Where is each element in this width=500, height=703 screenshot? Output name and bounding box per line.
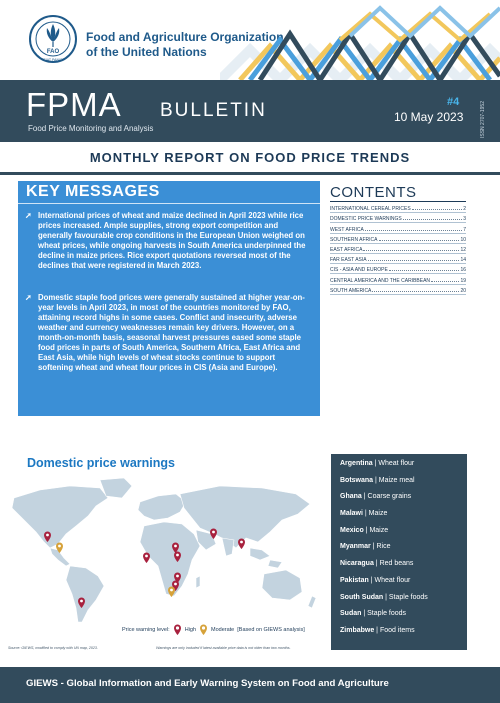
toc-leader (389, 270, 460, 271)
toc-leader (379, 240, 460, 241)
country-row: Nicaragua | Red beans (340, 560, 414, 568)
issue-date: 10 May 2023 (394, 110, 464, 124)
toc-item-label: INTERNATIONAL CEREAL PRICES (330, 206, 411, 213)
header-decoration (220, 0, 500, 80)
arrow-icon: ➚ (25, 211, 32, 220)
price-warnings-title: Domestic price warnings (27, 456, 175, 470)
country-row: Ghana | Coarse grains (340, 493, 412, 501)
toc-leader (431, 281, 459, 282)
country-row: Argentina | Wheat flour (340, 460, 415, 467)
footer-text (26, 678, 389, 689)
country-name: South Sudan (340, 593, 384, 601)
europe-landmass (138, 494, 186, 520)
high-pin-icon (173, 624, 182, 635)
bulletin-kind: BULLETIN (160, 100, 267, 121)
commodity-name: Wheat flour (378, 460, 415, 467)
legend-high: High (184, 626, 196, 633)
country-name: Ghana (340, 493, 362, 501)
bulletin-name: FPMA (26, 86, 122, 123)
toc-item[interactable] (330, 264, 466, 274)
commodity-name: Maize (368, 510, 388, 518)
south-america-landmass (66, 566, 104, 622)
country-name: Nicaragua (340, 560, 374, 568)
commodity-name: Staple foods (367, 610, 407, 618)
toc-item-page: 12 (460, 246, 466, 253)
legend-label: Price warning level: (122, 626, 170, 633)
toc-leader (412, 209, 463, 210)
toc-item-page: 20 (460, 287, 466, 294)
country-name: Myanmar (340, 543, 371, 551)
toc-item-label: DOMESTIC PRICE WARNINGS (330, 216, 402, 223)
country-row: Mexico | Maize (340, 526, 389, 534)
issn-label (478, 86, 490, 140)
toc-leader (372, 291, 459, 292)
report-title: MONTHLY REPORT ON FOOD PRICE TRENDS (89, 150, 411, 165)
contents-title: CONTENTS (330, 184, 417, 201)
source-note: Source: GIEWS, modified to comply with UN map, 2023. (8, 646, 98, 650)
toc-item[interactable] (330, 203, 466, 213)
country-row: Zimbabwe | Food items (340, 626, 415, 634)
logo-monogram: FAO (46, 49, 60, 55)
country-row: Pakistan | Wheat flour (340, 576, 411, 584)
map-legend (122, 624, 305, 635)
toc-item-page: 7 (463, 226, 466, 233)
toc-item-label: SOUTHERN AFRICA (330, 236, 378, 243)
country-row: Botswana | Maize meal (340, 476, 415, 484)
country-row: Sudan | Staple foods (340, 610, 407, 618)
country-name: Pakistan (340, 576, 369, 584)
toc-item[interactable] (330, 234, 466, 244)
country-name: Zimbabwe (340, 626, 375, 634)
commodity-name: Food items (379, 626, 415, 634)
toc-item[interactable] (330, 244, 466, 254)
country-name: Mexico (340, 526, 364, 534)
legend-moderate: Moderate (211, 626, 235, 633)
key-messages-title: KEY MESSAGES (26, 183, 160, 200)
table-of-contents (330, 203, 466, 295)
toc-item[interactable] (330, 223, 466, 233)
toc-item[interactable] (330, 213, 466, 223)
footer-brand: GIEWS (26, 678, 58, 689)
logo-motto: FIAT PANIS (43, 58, 63, 62)
toc-leader (403, 219, 462, 220)
commodity-name: Rice (376, 543, 391, 551)
warning-note: Warnings are only included if latest available price data is not older than two months. (156, 646, 291, 650)
toc-item-label: EAST AFRICA (330, 246, 363, 253)
toc-item-page: 2 (463, 206, 466, 213)
australia-landmass (262, 570, 302, 600)
high-warning-pin[interactable] (143, 553, 150, 564)
toc-item-label: CIS - ASIA AND EUROPE (330, 267, 388, 274)
country-row: Malawi | Maize (340, 510, 388, 518)
toc-item-label: SOUTH AMERICA (330, 287, 372, 294)
key-messages-divider (18, 203, 320, 204)
footer-description: - Global Information and Early Warning System on Food and Agriculture (57, 678, 389, 689)
toc-item-page: 19 (460, 277, 466, 284)
country-name: Botswana (340, 476, 374, 484)
page-header (0, 0, 500, 80)
issue-number: #4 (447, 96, 460, 108)
commodity-name: Coarse grains (367, 493, 412, 501)
toc-item-page: 16 (460, 267, 466, 274)
key-message-paragraph: Domestic staple food prices were generally sustained at higher year-on-year levels in April 2023, in most of the countries monitored by FAO, attaining record highs in some cases. Conflict and insecurity, adverse weather and currency weaknesses remain key drivers. However, on a month-on-month basis, seasonal harvest pressures eased some staple food prices in parts of South America, Southern Africa, East Africa and East Asia, while high levels of wheat stocks continue to support softening wheat and wheat flour prices in CIS (Asia and Europe). (38, 293, 305, 372)
southeast-asia-landmass (250, 548, 282, 568)
issn-text: ISSN 2707-1952 (480, 101, 486, 138)
country-name: Sudan (340, 610, 362, 618)
contents-divider (330, 201, 466, 202)
north-america-landmass (12, 486, 108, 548)
key-message-paragraph: International prices of wheat and maize declined in April 2023 while rice prices increased. Ample supplies, strong export competition and generally favourable crop conditions in the European Union weighed on wheat prices, while ongoing harvests in South America underpinned the decline in maize prices. Rice export quotations reversed most of the declines that were registered in March 2023. (38, 211, 306, 270)
commodity-name: Wheat flour (374, 576, 411, 584)
bulletin-subtitle: Food Price Monitoring and Analysis (28, 124, 154, 133)
toc-item[interactable] (330, 285, 466, 295)
toc-leader (368, 260, 460, 261)
toc-item-page: 14 (460, 257, 466, 264)
fao-logo-icon (28, 14, 78, 64)
country-row: Myanmar | Rice (340, 543, 391, 551)
country-name: Malawi (340, 510, 363, 518)
toc-item[interactable] (330, 274, 466, 284)
high-warning-pin[interactable] (238, 539, 245, 550)
arrow-icon: ➚ (25, 293, 32, 302)
toc-item[interactable] (330, 254, 466, 264)
commodity-name: Red beans (379, 560, 414, 568)
toc-leader (363, 250, 459, 251)
toc-item-label: WEST AFRICA (330, 226, 364, 233)
country-row: South Sudan | Staple foods (340, 593, 428, 601)
toc-item-page: 3 (463, 216, 466, 223)
moderate-pin-icon (199, 624, 208, 635)
toc-item-label: CENTRAL AMERICA AND THE CARIBBEAN (330, 277, 431, 284)
org-name-line2: of the United Nations (86, 45, 207, 59)
price-warning-country-list (331, 454, 467, 650)
country-name: Argentina (340, 460, 373, 467)
legend-note: [Based on GIEWS analysis] (237, 626, 305, 633)
title-divider (0, 172, 500, 175)
madagascar-landmass (196, 576, 200, 588)
toc-item-label: FAR EAST ASIA (330, 257, 367, 264)
new-zealand-landmass (308, 596, 316, 608)
commodity-name: Maize meal (378, 476, 415, 484)
commodity-name: Maize (369, 526, 389, 534)
world-map (0, 476, 330, 626)
toc-leader (365, 230, 462, 231)
commodity-name: Staple foods (388, 593, 428, 601)
toc-item-page: 10 (460, 236, 466, 243)
org-name-line1: Food and Agriculture Organization (86, 30, 284, 44)
